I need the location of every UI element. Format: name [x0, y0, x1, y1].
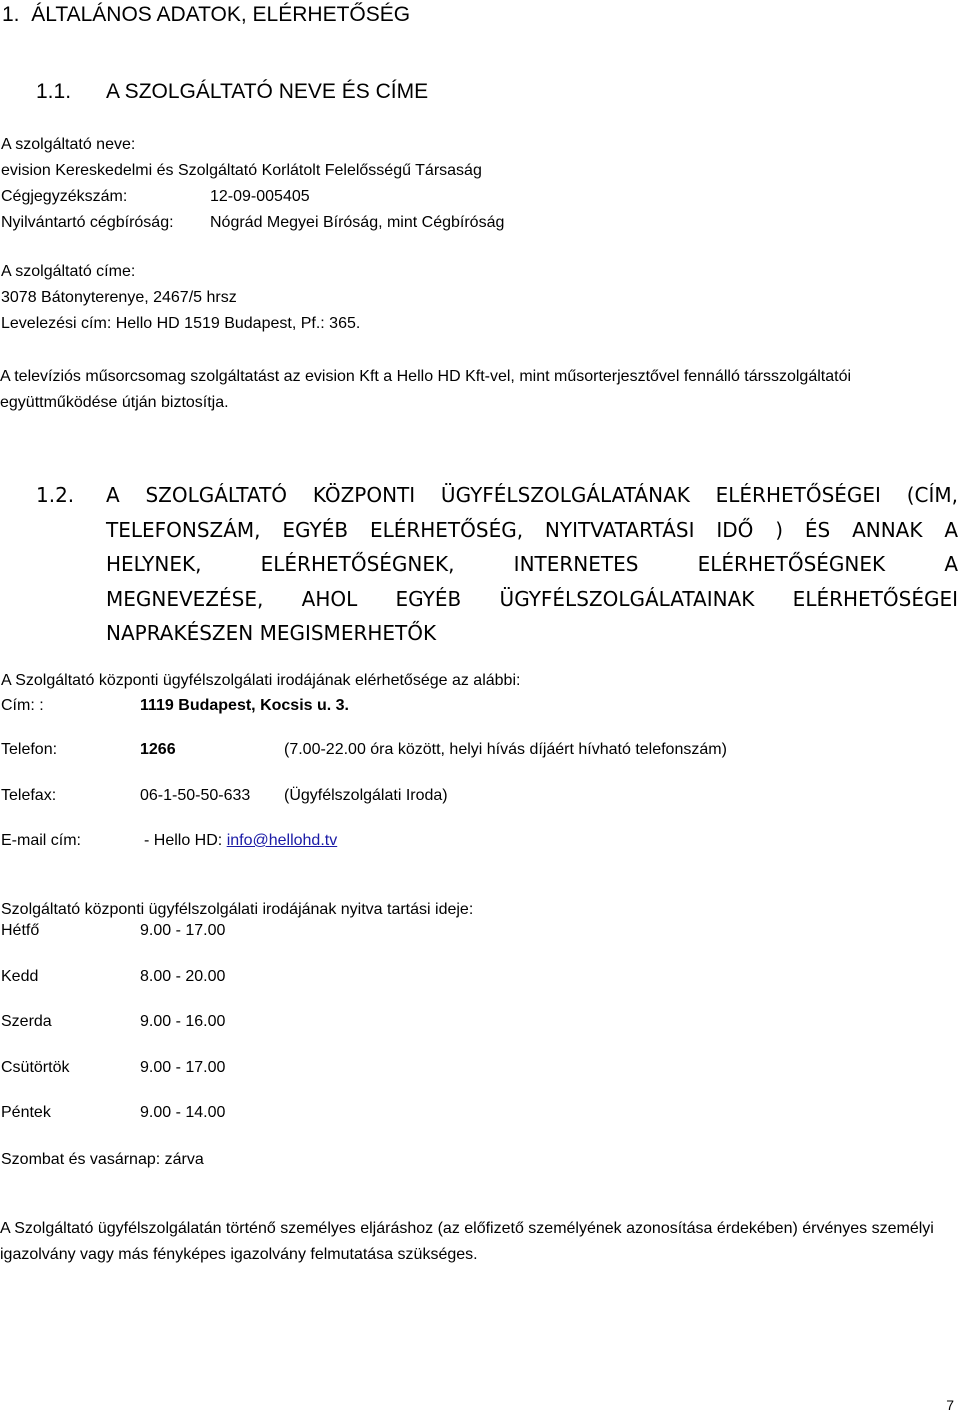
heading-line-5: NAPRAKÉSZEN MEGISMERHETŐK [106, 621, 437, 645]
hours-intro: Szolgáltató központi ügyfélszolgálati irodájának nyitva tartási ideje: [1, 901, 474, 918]
phone-note: (7.00-22.00 óra között, helyi hívás díjáért hívható telefonszám) [284, 741, 727, 758]
registration-value: 12-09-005405 [210, 188, 310, 205]
hours-time-monday: 9.00 - 17.00 [140, 922, 226, 939]
subsection-title: A SZOLGÁLTATÓ NEVE ÉS CÍME [106, 80, 429, 103]
heading-line-2: TELEFONSZÁM, EGYÉB ELÉRHETŐSÉG, NYITVATARTÁSI IDŐ ) ÉS ANNAK A [106, 517, 958, 542]
heading-line-3: HELYNEK, ELÉRHETŐSÉGNEK, INTERNETES ELÉRHETŐSÉGNEK A [106, 552, 958, 576]
section-title: ÁLTALÁNOS ADATOK, ELÉRHETŐSÉG [31, 3, 411, 26]
provider-name-value: evision Kereskedelmi és Szolgáltató Korlátolt Felelősségű Társaság [1, 162, 482, 179]
hours-time-thursday: 9.00 - 17.00 [140, 1059, 226, 1076]
hours-day-tuesday: Kedd [1, 968, 39, 985]
provider-name-label: A szolgáltató neve: [1, 136, 136, 153]
provider-address-label: A szolgáltató címe: [1, 263, 136, 280]
hours-day-thursday: Csütörtök [1, 1059, 70, 1076]
hours-day-wednesday: Szerda [1, 1013, 52, 1030]
hours-time-friday: 9.00 - 14.00 [140, 1104, 226, 1121]
heading-line-4: MEGNEVEZÉSE, AHOL EGYÉB ÜGYFÉLSZOLGÁLATAINAK ELÉRHETŐSÉGEI [106, 586, 958, 611]
contact-address-label: Cím: : [1, 697, 44, 714]
email-prefix: - Hello HD: [144, 832, 227, 849]
hours-time-wednesday: 9.00 - 16.00 [140, 1013, 226, 1030]
contact-address-value: 1119 Budapest, Kocsis u. 3. [140, 697, 349, 714]
section-heading-1 [2, 3, 410, 27]
email-row [144, 832, 337, 850]
fax-label: Telefax: [1, 787, 57, 804]
id-requirement-paragraph: A Szolgáltató ügyfélszolgálatán történő személyes eljáráshoz (az előfizető személyének azonosítása érdekében) érvényes személyi igazolvány vagy más fényképes igazolvány felmutatása szükséges. [0, 1220, 934, 1263]
tv-service-paragraph: A televíziós műsorcsomag szolgáltatást az evision Kft a Hello HD Kft-vel, mint műsorterjesztővel fennálló társszolgáltatói együttműködése útján biztosítja. [0, 368, 852, 411]
contact-intro: A Szolgáltató központi ügyfélszolgálati irodájának elérhetősége az alábbi: [1, 672, 521, 689]
page-number: 7 [946, 1397, 954, 1413]
mailing-address: Levelezési cím: Hello HD 1519 Budapest, Pf.: 365. [1, 315, 361, 332]
subsection-heading-1-1 [36, 80, 428, 104]
hours-day-friday: Péntek [1, 1104, 51, 1121]
hours-time-tuesday: 8.00 - 20.00 [140, 968, 226, 985]
email-link[interactable]: info@hellohd.tv [226, 832, 338, 849]
court-label: Nyilvántartó cégbíróság: [1, 214, 174, 231]
subsection-number: 1.1. [36, 80, 72, 103]
phone-value: 1266 [140, 741, 176, 758]
section-number: 1. [2, 3, 20, 26]
registration-label: Cégjegyzékszám: [1, 188, 128, 205]
fax-note: (Ügyfélszolgálati Iroda) [284, 787, 448, 804]
fax-value: 06-1-50-50-633 [140, 787, 251, 804]
court-value: Nógrád Megyei Bíróság, mint Cégbíróság [210, 214, 505, 231]
heading-line-1: 1.2. A SZOLGÁLTATÓ KÖZPONTI ÜGYFÉLSZOLGÁLATÁNAK ELÉRHETŐSÉGEI (CÍM, [36, 478, 958, 513]
phone-label: Telefon: [1, 741, 58, 758]
subsection-number: 1.2. [36, 483, 75, 507]
subsection-heading-1-2 [36, 478, 958, 651]
provider-address-value: 3078 Bátonyterenye, 2467/5 hrsz [1, 289, 237, 306]
hours-weekend: Szombat és vasárnap: zárva [1, 1151, 204, 1168]
hours-day-monday: Hétfő [1, 922, 40, 939]
email-label: E-mail cím: [1, 832, 81, 849]
